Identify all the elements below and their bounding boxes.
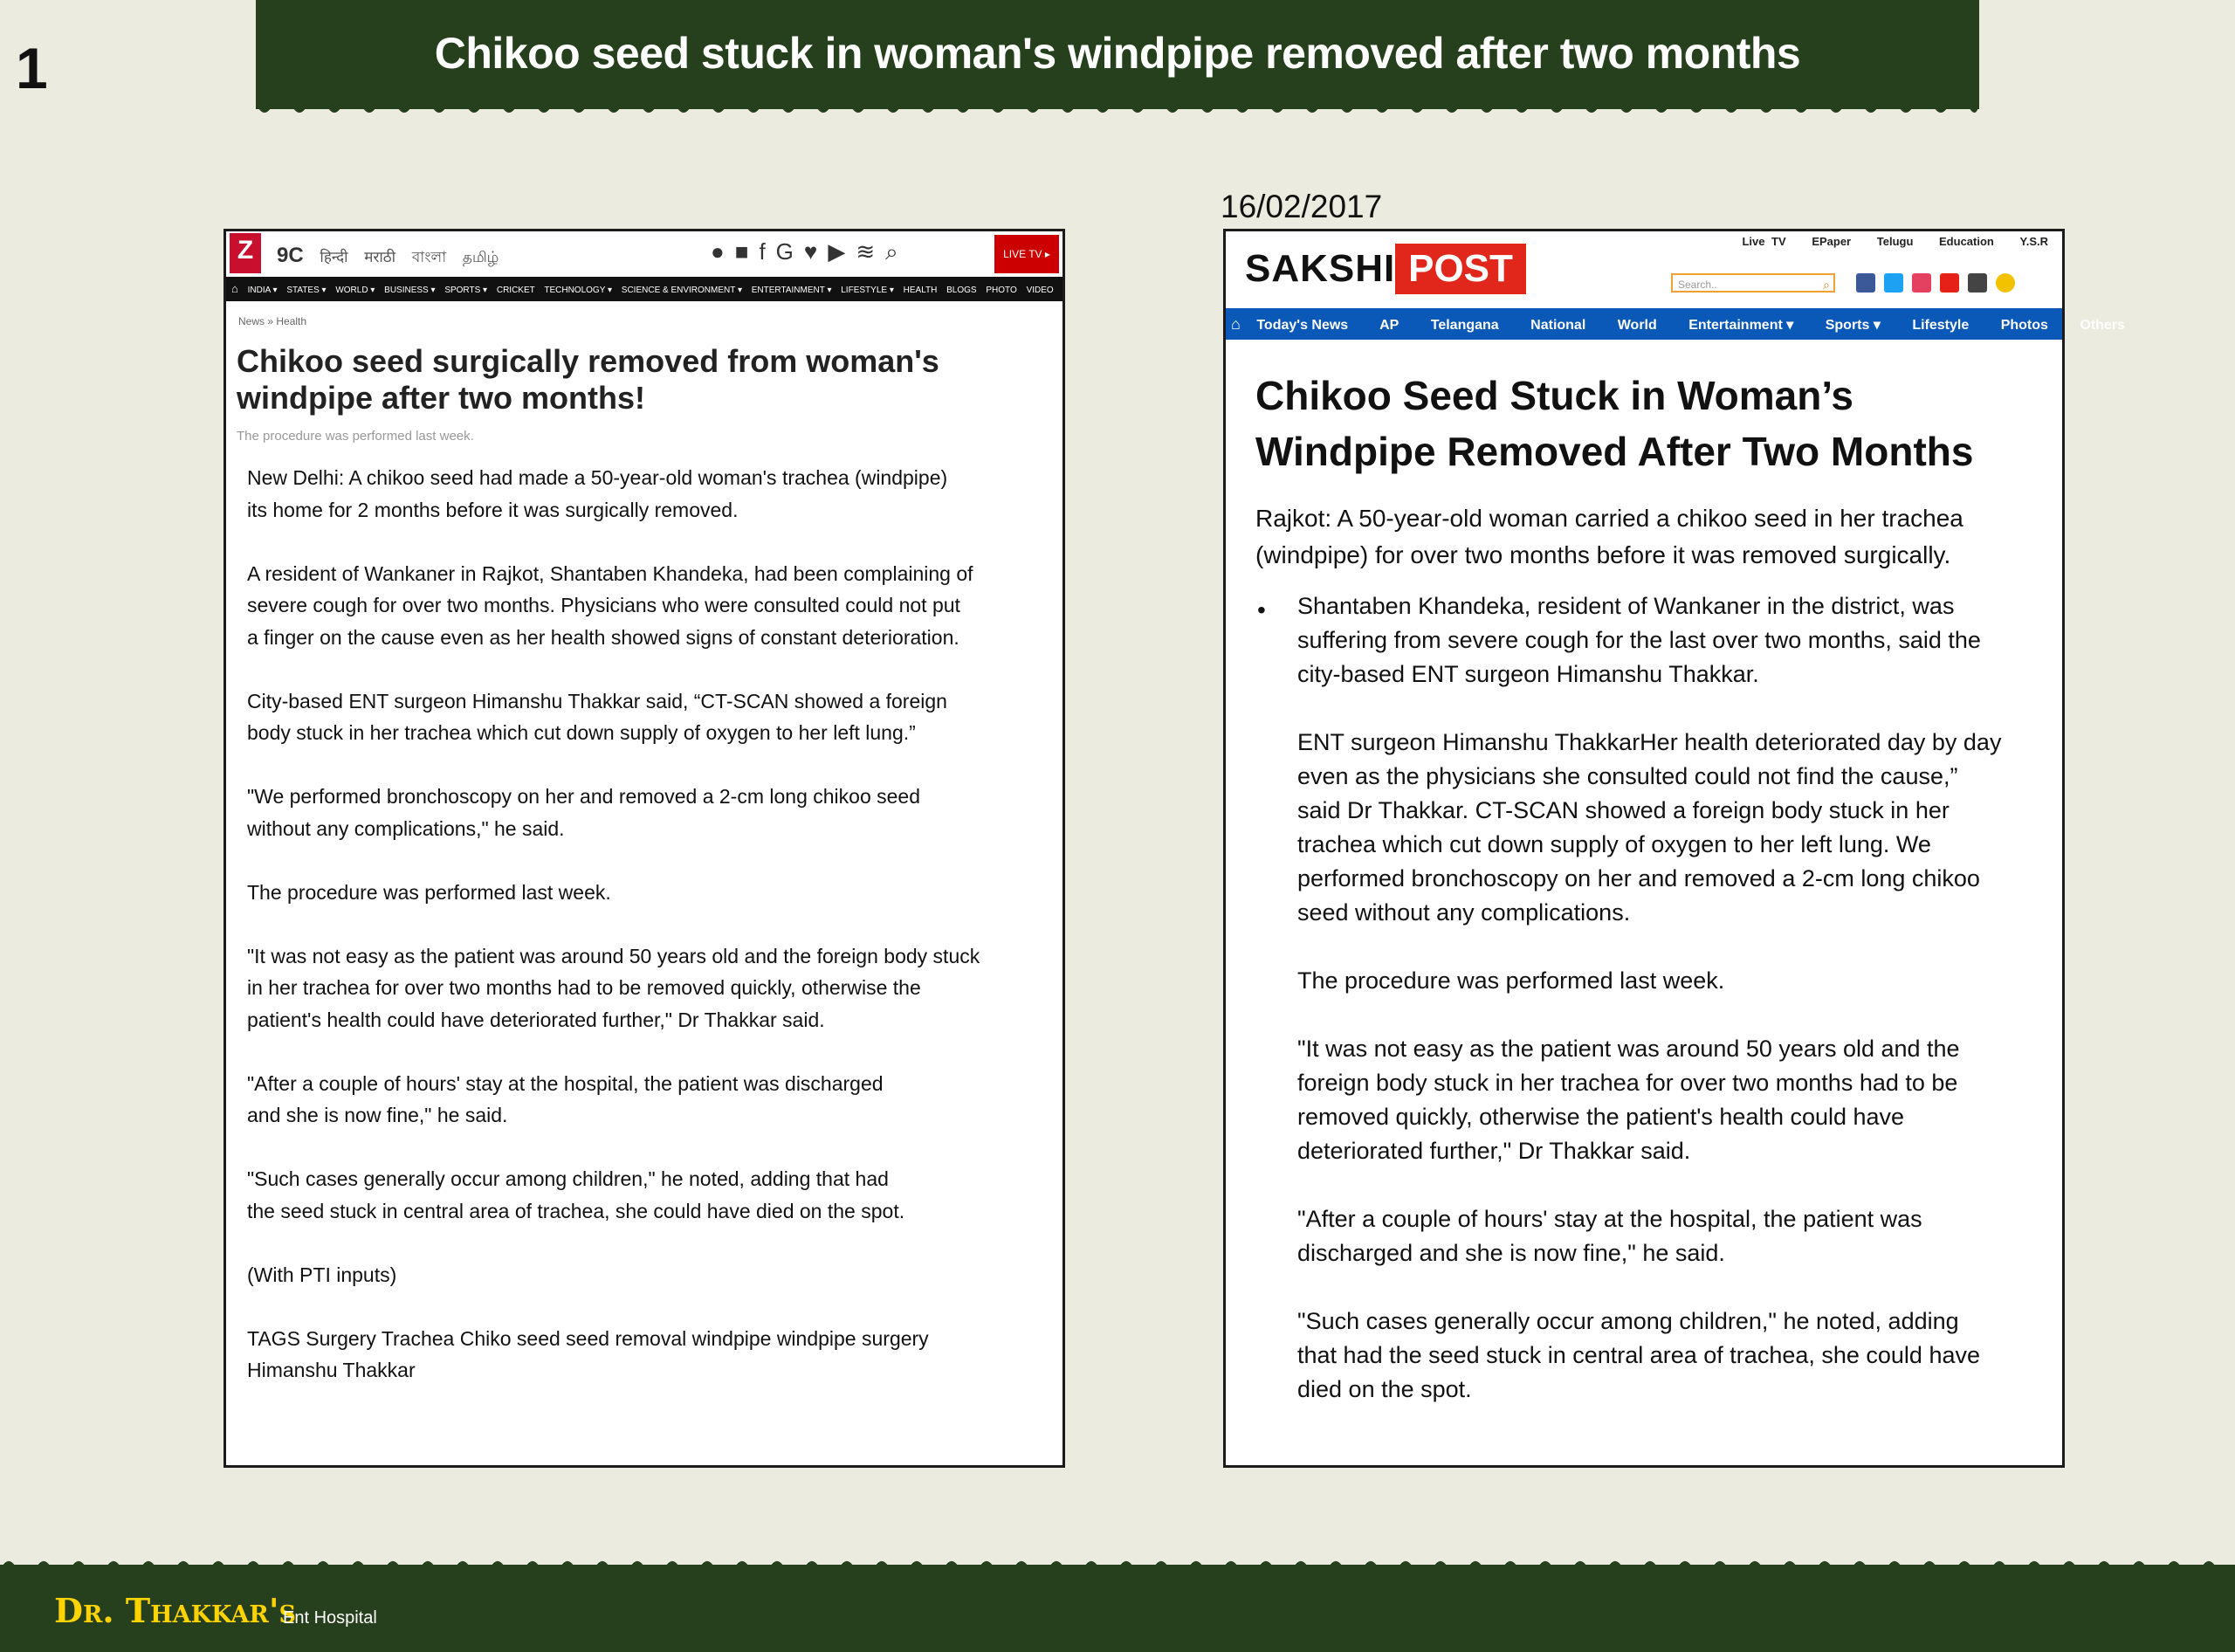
- zee-nav-item[interactable]: HEALTH: [903, 286, 938, 295]
- sakshi-nav-item[interactable]: Telangana: [1430, 318, 1499, 333]
- zee-nav-item[interactable]: INDIA ▾: [247, 286, 278, 295]
- footer-wave: [0, 1552, 2235, 1570]
- search-icon[interactable]: ⌕: [1823, 278, 1830, 292]
- zee-nav-item[interactable]: VIDEO: [1026, 286, 1054, 295]
- zee-marathi-link[interactable]: मराठी: [364, 249, 396, 265]
- bell-icon[interactable]: [1996, 273, 2015, 293]
- banner-title: Chikoo seed stuck in woman's windpipe removed after two months: [434, 29, 1801, 78]
- zee-headline: Chikoo seed surgically removed from woman's windpipe after two months!: [237, 343, 939, 416]
- zee-nav-item[interactable]: SCIENCE & ENVIRONMENT ▾: [621, 286, 742, 295]
- search-placeholder: Search..: [1678, 279, 1717, 291]
- home-icon[interactable]: ⌂: [231, 282, 238, 295]
- zee-nav-item[interactable]: WORLD ▾: [335, 286, 375, 295]
- zee-nav-item[interactable]: PHOTO: [986, 286, 1017, 295]
- sakshi-top-link[interactable]: Education: [1939, 235, 1994, 248]
- footer-hospital-subtitle: Ent Hospital: [283, 1608, 377, 1628]
- page-number: 1: [16, 36, 48, 100]
- zee-nav-item[interactable]: BLOGS: [946, 286, 977, 295]
- sakshi-top-links: [1723, 235, 2048, 248]
- zee-hindi-link[interactable]: हिन्दी: [320, 249, 348, 265]
- sakshi-nav-item[interactable]: Lifestyle: [1912, 318, 1970, 333]
- search-icon[interactable]: ⌕: [885, 238, 909, 265]
- zee-nav-item[interactable]: TECHNOLOGY ▾: [544, 286, 612, 295]
- sakshi-lead: Rajkot: A 50-year-old woman carried a chikoo seed in her trachea (windpipe) for over two months before it was removed surgically.: [1255, 505, 1963, 568]
- sakshi-nav-bar: [1226, 308, 2125, 340]
- twitter-icon[interactable]: ♥: [803, 238, 829, 265]
- youtube-icon[interactable]: ▶: [828, 238, 856, 265]
- zee-language-links: [277, 244, 511, 271]
- zee-nav-item[interactable]: ENTERTAINMENT ▾: [751, 286, 832, 295]
- zee-news-logo: Z: [230, 233, 261, 273]
- zee-nav-item[interactable]: CRICKET: [496, 286, 535, 295]
- zee-news-clipping: [224, 229, 1065, 1468]
- post-logo-text: POST: [1395, 244, 1526, 294]
- sakshi-nav-item[interactable]: National: [1530, 318, 1586, 333]
- home-icon[interactable]: ⌂: [1231, 315, 1241, 333]
- sakshi-nav-item[interactable]: AP: [1379, 318, 1399, 333]
- facebook-icon[interactable]: f: [759, 238, 776, 265]
- android-icon[interactable]: ■: [734, 238, 760, 265]
- sakshi-nav-item[interactable]: Today's News: [1256, 318, 1349, 333]
- zee-nav-bar: [226, 277, 1062, 301]
- sakshi-headline: Chikoo Seed Stuck in Woman’s Windpipe Removed After Two Months: [1255, 373, 1974, 474]
- sakshi-nav-item[interactable]: Photos: [2000, 318, 2048, 333]
- calendar-icon[interactable]: [1968, 273, 1987, 293]
- sakshi-nav-item[interactable]: Sports ▾: [1825, 318, 1881, 333]
- sakshi-social-icons: [1856, 273, 2024, 294]
- facebook-icon[interactable]: [1856, 273, 1875, 293]
- bullet-icon: •: [1257, 596, 1266, 623]
- banner-wave: [256, 104, 1979, 121]
- zee-nav-item[interactable]: LIFESTYLE ▾: [841, 286, 894, 295]
- sakshi-search-input[interactable]: [1671, 273, 1835, 293]
- youtube-icon[interactable]: [1940, 273, 1959, 293]
- zee-nav-item[interactable]: SPORTS ▾: [444, 286, 488, 295]
- zee-header: [226, 231, 1062, 277]
- rss-icon[interactable]: ≋: [856, 238, 886, 265]
- sakshi-post-clipping: [1223, 229, 2125, 1468]
- sakshi-top-link[interactable]: Y.S.R: [2019, 235, 2048, 248]
- zee-90-link[interactable]: 9C: [277, 244, 304, 267]
- sakshi-logo-text: SAKSHI: [1245, 247, 1396, 290]
- sakshi-nav-item[interactable]: Entertainment ▾: [1688, 318, 1794, 333]
- zee-subheading: The procedure was performed last week.: [237, 429, 474, 444]
- google-plus-icon[interactable]: G: [775, 238, 804, 265]
- zee-social-icons: [711, 238, 909, 266]
- zee-article-body: New Delhi: A chikoo seed had made a 50-year-old woman's trachea (windpipe) its home for 2 months before it was surgically removed. A resident of Wankaner in Rajkot, Shantaben Khandeka, had been complaining of severe cough for over two months. Physicians who were consulted could not put a finger on the cause even as her health showed signs of constant deterioration. City-based ENT surgeon Himanshu Thakkar said, “CT-SCAN showed a foreign body stuck in her trachea which cut down supply of oxygen to her left lung.” "We performed bronchoscopy on her and removed a 2-cm long chikoo seed without any complications," he said. The procedure was performed last week. "It was not easy as the patient was around 50 years old and the foreign body stuck in her trachea for over two months had to be removed quickly, otherwise the patient's health could have deteriorated further," Dr Thakkar said. "After a couple of hours' stay at the hospital, the patient was discharged and she is now fine," he said. "Such cases generally occur among children," he noted, adding that had the seed stuck in central area of trachea, she could have died on the spot. (With PTI inputs) TAGS Surgery Trachea Chiko seed seed removal windpipe windpipe surgery Himanshu Thakkar: [247, 466, 980, 1381]
- sakshi-top-link[interactable]: EPaper: [1812, 235, 1852, 248]
- zee-breadcrumb[interactable]: News » Health: [238, 315, 307, 327]
- sakshi-nav-item[interactable]: World: [1617, 318, 1657, 333]
- twitter-icon[interactable]: [1884, 273, 1903, 293]
- sakshi-top-link[interactable]: Telugu: [1876, 235, 1914, 248]
- footer-hospital-logo: Dr. Thakkar's: [54, 1591, 296, 1630]
- sakshi-article-body: Shantaben Khandeka, resident of Wankaner in the district, was suffering from severe cough for the last over two months, said the city-based ENT surgeon Himanshu Thakkar. ENT surgeon Himanshu ThakkarHer health deteriorated day by day even as the physicians she consulted could not find the cause,” said Dr Thakkar. CT-SCAN showed a foreign body stuck in her trachea which cut down supply of oxygen to her left lung. We performed bronchoscopy on her and removed a 2-cm long chikoo seed without any complications. The procedure was performed last week. "It was not easy as the patient was around 50 years old and the foreign body stuck in her trachea for over two months had to be removed quickly, otherwise the patient's health could have deteriorated further," Dr Thakkar said. "After a couple of hours' stay at the hospital, the patient was discharged and she is now fine," he said. "Such cases generally occur among children," he noted, adding that had the seed stuck in central area of trachea, she could have died on the spot.: [1297, 593, 2002, 1402]
- zee-nav-item[interactable]: STATES ▾: [286, 286, 327, 295]
- sakshi-nav-item[interactable]: Others: [2080, 318, 2125, 333]
- zee-tamil-link[interactable]: தமிழ்: [462, 249, 499, 265]
- article-date: 16/02/2017: [1221, 189, 1383, 224]
- instagram-icon[interactable]: [1912, 273, 1931, 293]
- zee-bangla-link[interactable]: বাংলা: [411, 249, 447, 265]
- title-banner: [256, 0, 1979, 109]
- apple-icon[interactable]: ●: [711, 238, 735, 265]
- zee-nav-item[interactable]: BUSINESS ▾: [384, 286, 436, 295]
- zee-live-tv-button[interactable]: LIVE TV ▸: [994, 235, 1059, 273]
- sakshi-top-link[interactable]: Live TV: [1742, 235, 1786, 248]
